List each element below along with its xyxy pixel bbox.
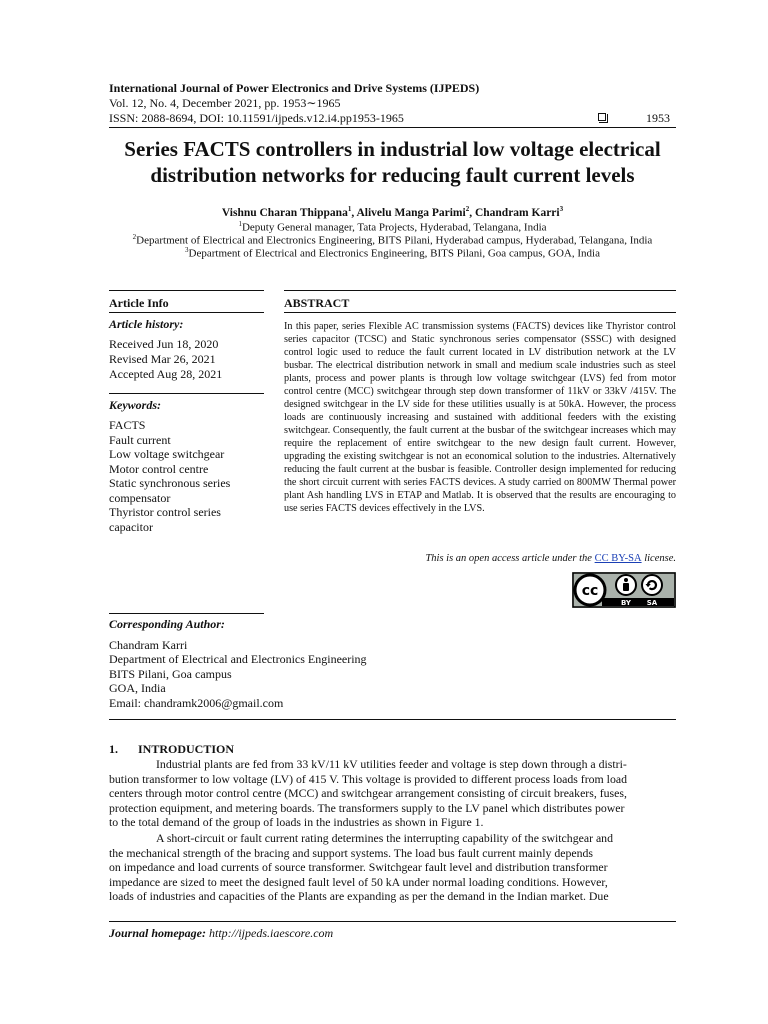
sa-share-icon <box>642 575 662 595</box>
author-name: Chandram Karri <box>474 206 560 219</box>
title-line: distribution networks for reducing fault current levels <box>150 163 635 187</box>
affiliation <box>90 233 695 247</box>
affiliation-text: Department of Electrical and Electronics Engineering, BITS Pilani, Goa campus, GOA, India <box>188 247 600 260</box>
author-list <box>100 205 685 219</box>
article-info-heading-rule <box>109 312 264 313</box>
by-person-head <box>624 578 628 582</box>
abstract-top-rule <box>284 290 676 291</box>
header-rule <box>109 127 676 128</box>
journal-homepage <box>109 926 333 941</box>
paragraph-line: bution transformer to low voltage (LV) of 415 V. This voltage is provided to different process loads from load <box>109 771 627 786</box>
affiliation-mark: 3 <box>185 246 189 254</box>
author-affiliation-mark: 3 <box>559 205 564 213</box>
author-name: Alivelu Manga Parimi <box>356 206 466 219</box>
keyword: Static synchronous series <box>109 476 231 490</box>
paper-title <box>100 136 685 188</box>
cc-by-sa-link[interactable]: CC BY-SA <box>594 553 642 564</box>
intro-paragraph <box>109 757 676 830</box>
affiliation-text: Deputy General manager, Tata Projects, Hyderabad, Telangana, India <box>241 221 547 234</box>
keyword: Fault current <box>109 433 171 447</box>
corresponding-line: Chandram Karri <box>109 638 188 652</box>
paragraph-line: centers through motor control centre (MCC) and switchgear arrangement consisting of circuit breakers, fuses, <box>109 786 627 800</box>
keyword: Motor control centre <box>109 462 209 476</box>
affiliation <box>90 246 695 260</box>
keywords-rule <box>109 393 264 394</box>
keywords-heading: Keywords: <box>109 398 161 412</box>
article-info-heading: Article Info <box>109 296 169 310</box>
paragraph-line: A short-circuit or fault current rating determines the interrupting capability of the switchgear and <box>156 831 613 845</box>
abstract-heading-rule <box>284 312 676 313</box>
corresponding-line: BITS Pilani, Goa campus <box>109 667 232 681</box>
homepage-label: Journal homepage: <box>109 926 207 940</box>
affiliation-text: Department of Electrical and Electronics Engineering, BITS Pilani, Hyderabad campus, Hyderabad, Telangana, India <box>136 234 653 247</box>
page-number: 1953 <box>646 111 670 125</box>
corresponding-heading: Corresponding Author: <box>109 617 225 631</box>
cc-glyph: cc <box>581 583 599 599</box>
license-prefix: This is an open access article under the <box>425 553 595 564</box>
article-info-top-rule <box>109 290 264 291</box>
paragraph-line: the mechanical strength of the bracing and support systems. The load bus fault current mainly depends <box>109 845 593 860</box>
author-separator: , <box>351 206 357 219</box>
revised-date: Revised Mar 26, 2021 <box>109 352 216 366</box>
corresponding-line: GOA, India <box>109 681 166 695</box>
section-title: INTRODUCTION <box>138 742 235 756</box>
paragraph-line: loads of industries and capacities of the Plants are expanding as per the demand in the Indian market. Due <box>109 889 609 903</box>
keyword: FACTS <box>109 418 146 432</box>
corresponding-rule <box>109 613 264 614</box>
intro-paragraph <box>109 831 676 904</box>
affiliation-mark: 2 <box>132 233 137 241</box>
corresponding-bottom-rule <box>109 719 676 720</box>
corresponding-email[interactable]: Email: chandramk2006@gmail.com <box>109 696 284 710</box>
keyword: Thyristor control series <box>109 505 221 519</box>
paragraph-line: protection equipment, and metering boards. The transformers supply to the LV panel which distributes power <box>109 800 625 815</box>
paragraph-line: to the total demand of the group of loads in the industries as shown in Figure 1. <box>109 815 484 829</box>
keyword: capacitor <box>109 520 153 534</box>
sa-label: SA <box>646 599 658 607</box>
journal-name: International Journal of Power Electronics and Drive Systems (IJPEDS) <box>109 81 480 95</box>
affiliation-mark: 1 <box>238 220 242 228</box>
keyword: compensator <box>109 491 171 505</box>
abstract-heading: ABSTRACT <box>284 296 350 310</box>
section-number: 1. <box>109 742 118 756</box>
title-line: Series FACTS controllers in industrial low voltage electrical <box>124 137 661 161</box>
page-box-icon <box>598 113 606 121</box>
section-heading <box>109 742 234 757</box>
journal-volume: Vol. 12, No. 4, December 2021, pp. 1953∼1965 <box>109 96 341 110</box>
corresponding-line: Department of Electrical and Electronics Engineering <box>109 652 367 666</box>
keyword: Low voltage switchgear <box>109 447 225 461</box>
journal-issn-doi: ISSN: 2088-8694, DOI: 10.11591/ijpeds.v12.i4.pp1953-1965 <box>109 111 404 125</box>
author-separator: , <box>469 206 475 219</box>
author-affiliation-mark: 1 <box>347 205 352 213</box>
license-statement <box>425 553 676 564</box>
received-date: Received Jun 18, 2020 <box>109 337 219 351</box>
paragraph-line: on impedance and load currents of source transformer. Switchgear fault level and distribution transformer <box>109 860 608 874</box>
by-label: BY <box>620 599 632 607</box>
footer-rule <box>109 921 676 922</box>
affiliation <box>90 220 695 234</box>
homepage-link[interactable]: http://ijpeds.iaescore.com <box>206 926 334 940</box>
license-suffix: license. <box>641 553 676 564</box>
accepted-date: Accepted Aug 28, 2021 <box>109 367 223 381</box>
abstract-text: In this paper, series Flexible AC transmission systems (FACTS) devices like Thyristor control series capacitor (TCSC) and Static synchronous series compensator (SSSC) with designed control logic used to reduce the fault current located in LV distribution network at the LV busbar. The electrical distribution network in small and medium scale industries such as steel plants, process and power plants is through low voltage switchgear (LVS) fed from motor control centre (MCC) switchgear through step down transformer of 11kV or 33kV /415V. The designed switchgear in the LV side for these utilities usually is at 50kA. However, the process loads are continuously increasing and sustained with additional feeders with the existing switchgear. Consequently, the fault current at the busbar of the switchgear increases which may require the replacement of entire switchgear to the new design fault current. However, upgrading the existing switchgear is not an economical solution to the industries. Alternatively reducing the fault current at the busbar is feasible. Controller design implemented for reducing the short circuit current with series FACTS devices. A study carried on 800MW Thermal power plant Ash handling LVS in ETAP and Matlab. It is observed that the results are encouraging to use series FACTS devices effectively in the LVS. <box>284 321 676 514</box>
by-person-body <box>623 583 629 591</box>
author-name: Vishnu Charan Thippana <box>221 206 348 219</box>
author-affiliation-mark: 2 <box>465 205 470 213</box>
cc-by-sa-badge-icon[interactable] <box>572 572 676 608</box>
paragraph-line: impedance are sized to meet the designed fault level of 50 kA under normal loading conditions. However, <box>109 874 608 889</box>
article-history-heading: Article history: <box>109 317 184 331</box>
paragraph-line: Industrial plants are fed from 33 kV/11 kV utilities feeder and voltage is step down through a distri- <box>156 757 627 771</box>
badge-label-strip <box>602 598 674 606</box>
